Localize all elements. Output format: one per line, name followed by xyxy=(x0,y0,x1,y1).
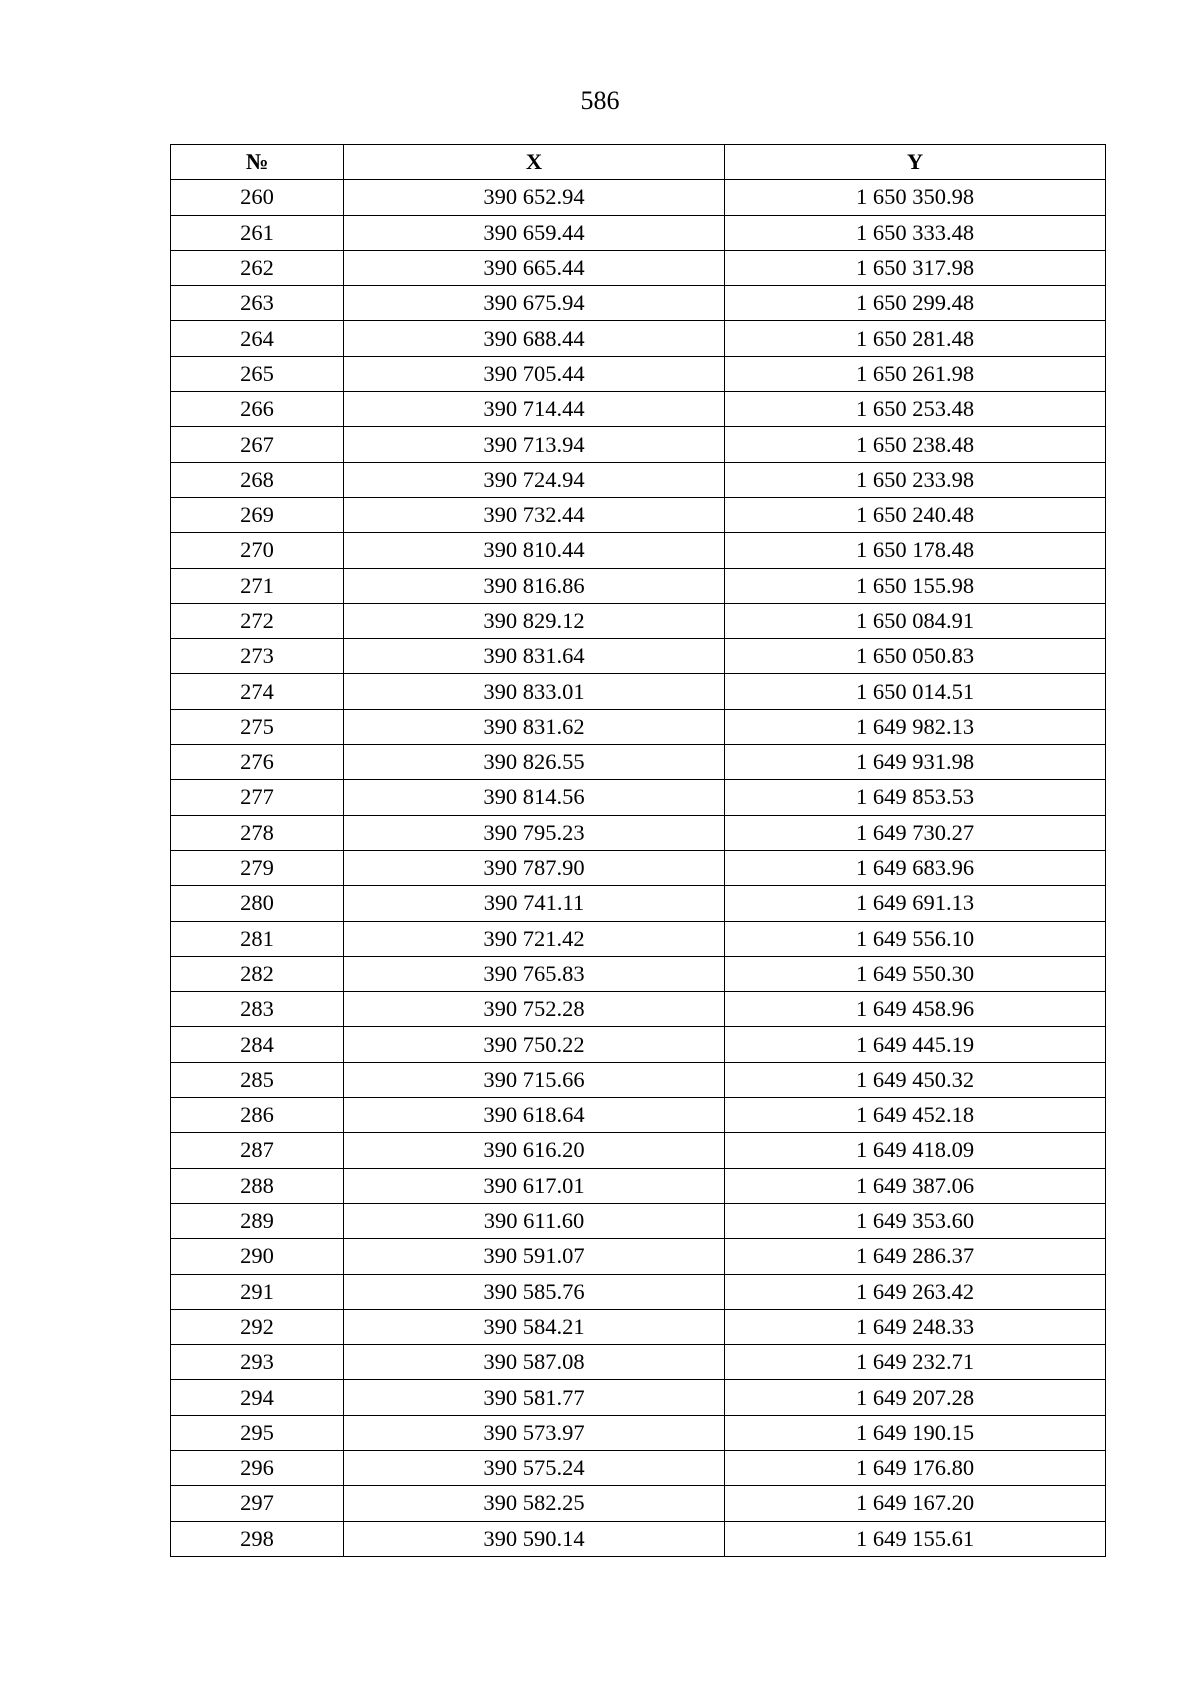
cell-number: 266 xyxy=(171,392,344,427)
cell-x: 390 705.44 xyxy=(344,356,725,391)
cell-x: 390 591.07 xyxy=(344,1239,725,1274)
table-row xyxy=(171,603,1106,638)
cell-number: 282 xyxy=(171,956,344,991)
table-row xyxy=(171,674,1106,709)
cell-x: 390 617.01 xyxy=(344,1168,725,1203)
table-header-row xyxy=(171,145,1106,180)
cell-number: 261 xyxy=(171,215,344,250)
cell-y: 1 649 445.19 xyxy=(725,1027,1106,1062)
cell-x: 390 829.12 xyxy=(344,603,725,638)
cell-y: 1 649 730.27 xyxy=(725,815,1106,850)
cell-x: 390 573.97 xyxy=(344,1415,725,1450)
table-row xyxy=(171,215,1106,250)
table-body xyxy=(171,180,1106,1557)
cell-x: 390 584.21 xyxy=(344,1309,725,1344)
table-row xyxy=(171,1203,1106,1238)
cell-x: 390 587.08 xyxy=(344,1345,725,1380)
table-row xyxy=(171,1062,1106,1097)
cell-y: 1 650 299.48 xyxy=(725,286,1106,321)
table-row xyxy=(171,1133,1106,1168)
cell-y: 1 649 190.15 xyxy=(725,1415,1106,1450)
cell-x: 390 688.44 xyxy=(344,321,725,356)
cell-y: 1 650 238.48 xyxy=(725,427,1106,462)
table-row xyxy=(171,250,1106,285)
cell-y: 1 649 853.53 xyxy=(725,780,1106,815)
cell-y: 1 649 176.80 xyxy=(725,1450,1106,1485)
table-row xyxy=(171,427,1106,462)
cell-x: 390 611.60 xyxy=(344,1203,725,1238)
cell-y: 1 649 931.98 xyxy=(725,745,1106,780)
table-row xyxy=(171,1450,1106,1485)
table-row xyxy=(171,321,1106,356)
cell-y: 1 650 240.48 xyxy=(725,497,1106,532)
cell-number: 277 xyxy=(171,780,344,815)
cell-number: 291 xyxy=(171,1274,344,1309)
table-row xyxy=(171,497,1106,532)
cell-number: 293 xyxy=(171,1345,344,1380)
cell-number: 269 xyxy=(171,497,344,532)
cell-y: 1 649 450.32 xyxy=(725,1062,1106,1097)
table-row xyxy=(171,286,1106,321)
cell-x: 390 581.77 xyxy=(344,1380,725,1415)
cell-number: 262 xyxy=(171,250,344,285)
cell-x: 390 826.55 xyxy=(344,745,725,780)
cell-y: 1 649 387.06 xyxy=(725,1168,1106,1203)
cell-y: 1 650 050.83 xyxy=(725,639,1106,674)
cell-y: 1 649 263.42 xyxy=(725,1274,1106,1309)
table-row xyxy=(171,886,1106,921)
cell-number: 273 xyxy=(171,639,344,674)
table-row xyxy=(171,956,1106,991)
cell-number: 271 xyxy=(171,568,344,603)
coordinates-table xyxy=(170,144,1106,1557)
cell-x: 390 652.94 xyxy=(344,180,725,215)
header-number: № xyxy=(171,145,344,180)
cell-y: 1 649 418.09 xyxy=(725,1133,1106,1168)
table-row xyxy=(171,1168,1106,1203)
cell-y: 1 650 084.91 xyxy=(725,603,1106,638)
cell-number: 272 xyxy=(171,603,344,638)
table-row xyxy=(171,780,1106,815)
header-x: X xyxy=(344,145,725,180)
cell-number: 264 xyxy=(171,321,344,356)
cell-x: 390 665.44 xyxy=(344,250,725,285)
table-row xyxy=(171,1521,1106,1556)
cell-x: 390 575.24 xyxy=(344,1450,725,1485)
cell-x: 390 741.11 xyxy=(344,886,725,921)
cell-y: 1 650 155.98 xyxy=(725,568,1106,603)
cell-y: 1 649 691.13 xyxy=(725,886,1106,921)
cell-number: 296 xyxy=(171,1450,344,1485)
table-row xyxy=(171,1274,1106,1309)
table-row xyxy=(171,1486,1106,1521)
cell-number: 260 xyxy=(171,180,344,215)
cell-number: 263 xyxy=(171,286,344,321)
cell-number: 292 xyxy=(171,1309,344,1344)
cell-x: 390 795.23 xyxy=(344,815,725,850)
cell-number: 294 xyxy=(171,1380,344,1415)
table-row xyxy=(171,1098,1106,1133)
cell-number: 265 xyxy=(171,356,344,391)
cell-x: 390 659.44 xyxy=(344,215,725,250)
cell-number: 286 xyxy=(171,1098,344,1133)
cell-x: 390 750.22 xyxy=(344,1027,725,1062)
cell-x: 390 675.94 xyxy=(344,286,725,321)
cell-number: 275 xyxy=(171,709,344,744)
cell-y: 1 650 233.98 xyxy=(725,462,1106,497)
table-row xyxy=(171,356,1106,391)
table-row xyxy=(171,709,1106,744)
cell-x: 390 721.42 xyxy=(344,921,725,956)
cell-x: 390 590.14 xyxy=(344,1521,725,1556)
cell-y: 1 649 167.20 xyxy=(725,1486,1106,1521)
cell-y: 1 649 452.18 xyxy=(725,1098,1106,1133)
cell-y: 1 650 261.98 xyxy=(725,356,1106,391)
cell-number: 288 xyxy=(171,1168,344,1203)
cell-y: 1 650 178.48 xyxy=(725,533,1106,568)
cell-number: 270 xyxy=(171,533,344,568)
table-row xyxy=(171,850,1106,885)
table-row xyxy=(171,1345,1106,1380)
table-row xyxy=(171,1027,1106,1062)
cell-number: 297 xyxy=(171,1486,344,1521)
table-row xyxy=(171,639,1106,674)
cell-x: 390 582.25 xyxy=(344,1486,725,1521)
cell-x: 390 732.44 xyxy=(344,497,725,532)
table-row xyxy=(171,568,1106,603)
cell-y: 1 649 550.30 xyxy=(725,956,1106,991)
table-row xyxy=(171,1239,1106,1274)
table-row xyxy=(171,815,1106,850)
cell-y: 1 650 253.48 xyxy=(725,392,1106,427)
cell-y: 1 649 353.60 xyxy=(725,1203,1106,1238)
cell-number: 290 xyxy=(171,1239,344,1274)
table-row xyxy=(171,1380,1106,1415)
cell-y: 1 650 317.98 xyxy=(725,250,1106,285)
cell-number: 295 xyxy=(171,1415,344,1450)
table-row xyxy=(171,745,1106,780)
cell-number: 268 xyxy=(171,462,344,497)
cell-number: 283 xyxy=(171,992,344,1027)
cell-x: 390 616.20 xyxy=(344,1133,725,1168)
table-row xyxy=(171,462,1106,497)
cell-number: 276 xyxy=(171,745,344,780)
cell-x: 390 816.86 xyxy=(344,568,725,603)
cell-y: 1 649 982.13 xyxy=(725,709,1106,744)
cell-x: 390 618.64 xyxy=(344,1098,725,1133)
cell-number: 279 xyxy=(171,850,344,885)
table-row xyxy=(171,992,1106,1027)
cell-number: 278 xyxy=(171,815,344,850)
cell-x: 390 831.62 xyxy=(344,709,725,744)
table-row xyxy=(171,392,1106,427)
table-row xyxy=(171,1309,1106,1344)
cell-number: 267 xyxy=(171,427,344,462)
cell-y: 1 649 155.61 xyxy=(725,1521,1106,1556)
cell-y: 1 649 286.37 xyxy=(725,1239,1106,1274)
cell-y: 1 650 014.51 xyxy=(725,674,1106,709)
cell-number: 274 xyxy=(171,674,344,709)
cell-number: 287 xyxy=(171,1133,344,1168)
cell-number: 298 xyxy=(171,1521,344,1556)
cell-y: 1 649 248.33 xyxy=(725,1309,1106,1344)
cell-number: 284 xyxy=(171,1027,344,1062)
cell-x: 390 814.56 xyxy=(344,780,725,815)
cell-y: 1 649 458.96 xyxy=(725,992,1106,1027)
cell-x: 390 765.83 xyxy=(344,956,725,991)
cell-y: 1 649 556.10 xyxy=(725,921,1106,956)
cell-x: 390 585.76 xyxy=(344,1274,725,1309)
table-row xyxy=(171,921,1106,956)
table-row xyxy=(171,533,1106,568)
cell-x: 390 715.66 xyxy=(344,1062,725,1097)
cell-y: 1 650 281.48 xyxy=(725,321,1106,356)
cell-y: 1 650 350.98 xyxy=(725,180,1106,215)
page-number: 586 xyxy=(580,86,620,115)
cell-y: 1 649 207.28 xyxy=(725,1380,1106,1415)
table-row xyxy=(171,1415,1106,1450)
cell-x: 390 713.94 xyxy=(344,427,725,462)
cell-x: 390 831.64 xyxy=(344,639,725,674)
cell-x: 390 724.94 xyxy=(344,462,725,497)
cell-x: 390 833.01 xyxy=(344,674,725,709)
cell-number: 281 xyxy=(171,921,344,956)
cell-x: 390 787.90 xyxy=(344,850,725,885)
header-y: Y xyxy=(725,145,1106,180)
cell-number: 289 xyxy=(171,1203,344,1238)
cell-number: 285 xyxy=(171,1062,344,1097)
cell-x: 390 810.44 xyxy=(344,533,725,568)
cell-y: 1 649 683.96 xyxy=(725,850,1106,885)
cell-number: 280 xyxy=(171,886,344,921)
cell-x: 390 752.28 xyxy=(344,992,725,1027)
table-row xyxy=(171,180,1106,215)
cell-y: 1 649 232.71 xyxy=(725,1345,1106,1380)
cell-y: 1 650 333.48 xyxy=(725,215,1106,250)
cell-x: 390 714.44 xyxy=(344,392,725,427)
